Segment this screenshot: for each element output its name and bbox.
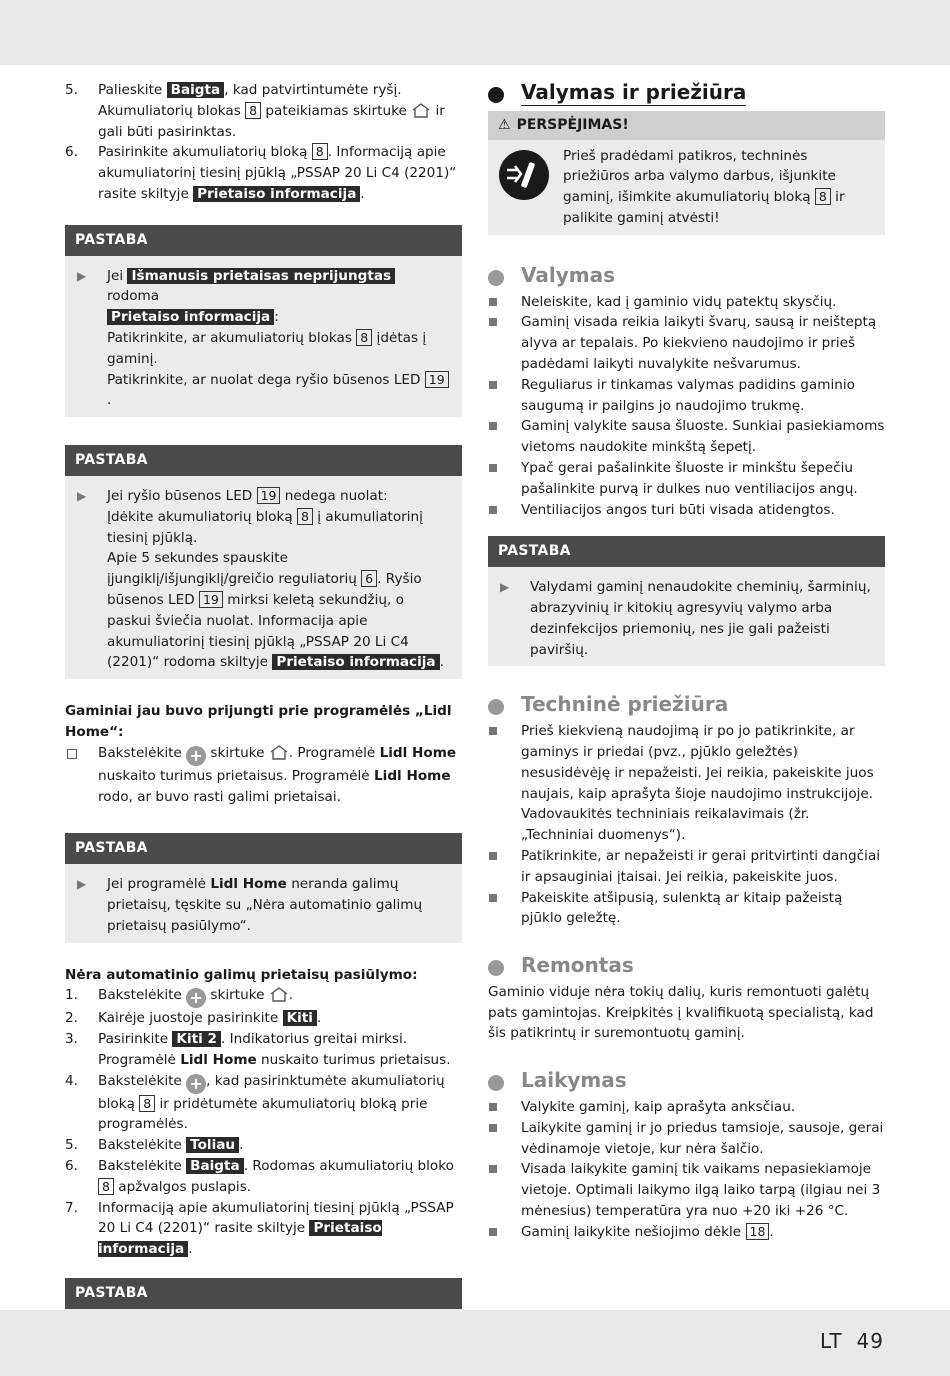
- ui-label-tag: Prietaiso informacija: [272, 654, 439, 670]
- page-number-value: 49: [856, 1329, 884, 1353]
- square-bullet-icon: [489, 1124, 497, 1132]
- square-bullet-icon: [489, 894, 497, 902]
- part-number-box: 8: [356, 329, 372, 346]
- part-number-box: 19: [199, 591, 223, 608]
- square-bullet-icon: [489, 1228, 497, 1236]
- ui-label-tag: Kiti: [283, 1010, 317, 1026]
- note-title: PASTABA: [488, 536, 885, 567]
- list-item: Visada laikykite gaminį tik vaikams nepasiekiamoje vietoje. Optimali laikymo ilgą laiko tarpą (ilgiau nei 3 mėnesius) temperatūra yra nuo +20 iki +26 °C.: [488, 1159, 885, 1221]
- ui-label-tag: Kiti 2: [172, 1031, 221, 1047]
- page-number: [806, 1331, 884, 1352]
- plus-icon: +: [186, 1074, 206, 1094]
- square-bullet-icon: [489, 422, 497, 430]
- disconnect-power-icon: [497, 148, 551, 202]
- step-item: 5. Palieskite Baigta , kad patvirtintumėte ryšį. Akumuliatorių blokas 8 pateikiamas skirtuke ir gali būti pasirinktas.: [65, 82, 445, 140]
- section-heading: Valymas ir priežiūra: [488, 82, 885, 103]
- list-item: Gaminį laikykite nešiojimo dėkle 18 .: [488, 1222, 885, 1243]
- plus-icon: +: [186, 988, 206, 1008]
- list-item: Bakstelėkite + skirtuke . Programėlė Lidl Home nuskaito turimus prietaisus. Programėlė Lidl Home rodo, ar buvo rasti galimi prietaisai.: [65, 743, 462, 808]
- subheading: Gaminiai jau buvo prijungti prie programėlės „Lidl Home“:: [65, 703, 452, 740]
- header-band: [0, 0, 950, 65]
- step-item: 7. Informaciją apie akumuliatorinį tiesinį pjūklą „PSSAP 20 Li C4 (2201)“ rasite skiltyje Prietaiso informacija .: [65, 1199, 454, 1258]
- step-item: 4. Bakstelėkite + , kad pasirinktumėte akumuliatorių bloką 8 ir pridėtumėte akumuliatorių bloką prie programėlės.: [65, 1072, 445, 1133]
- part-number-box: 8: [297, 508, 313, 525]
- section-heading: Remontas: [488, 955, 885, 976]
- list-item: Prieš kiekvieną naudojimą ir po jo patikrinkite, ar gaminys ir priedai (pvz., pjūklo geležtės) nesusidėvėję ir nepažeisti. Jei reikia, pakeiskite juos naujais, kaip aprašyta šioje naudojimo instrukcijoje. Vadovaukitės techniniais reikalavimais (žr. „Techniniai duomenys“).: [488, 721, 885, 846]
- note-box: PASTABA ▶ Jei ryšio būsenos LED 19 nedega nuolat: Įdėkite akumuliatorių bloką 8 į akumuliatorinį tiesinį pjūklą. Apie 5 sekundes spauskite įjungiklį/išjungiklį/greičio reguliatorių 6 . Ryšio būsenos LED 19 mirksi keletą sekundžių, o paskui šviečia nuolat. Informacija apie akumuliatorinį tiesinį pjūklą „PSSAP 20 Li C4 (2201)“ rodoma skiltyje Prietaiso informacija .: [65, 445, 462, 679]
- part-number-box: 8: [815, 188, 831, 205]
- warning-triangle-icon: ⚠: [498, 116, 511, 133]
- right-column: [488, 80, 885, 1243]
- square-bullet-icon: [489, 1165, 497, 1173]
- section-heading: Techninė priežiūra: [488, 694, 885, 715]
- part-number-box: 8: [139, 1095, 155, 1112]
- note-box: PASTABA ▶ Jei Išmanusis prietaisas neprijungtas rodoma Prietaiso informacija : Patikrinkite, ar akumuliatorių blokas 8 įdėtas į gaminį. Patikrinkite, ar nuolat dega ryšio būsenos LED 19.: [65, 225, 462, 417]
- note-title: PASTABA: [65, 1278, 462, 1309]
- subheading: Nėra automatinio galimų prietaisų pasiūlymo:: [65, 966, 418, 983]
- square-bullet-icon: [489, 506, 497, 514]
- arrow-icon: ▶: [77, 877, 87, 892]
- square-bullet-icon: [489, 381, 497, 389]
- paragraph: Gaminio viduje nėra tokių dalių, kuris remontuoti galėtų pats gamintojas. Kreipkitės į kvalifikuotą specialistą, kad šis patikrintų ir suremontuotų gaminį.: [488, 983, 874, 1042]
- bullet-dot-icon: [488, 270, 504, 286]
- square-bullet-icon: [489, 727, 497, 735]
- list-item: Laikykite gaminį ir jo priedus tamsioje, sausoje, gerai vėdinamoje vietoje, kur nėra šalčio.: [488, 1118, 885, 1160]
- step-item: 1. Bakstelėkite + skirtuke .: [65, 987, 294, 1008]
- square-bullet-icon: [489, 318, 497, 326]
- ui-label-tag: Išmanusis prietaisas neprijungtas: [127, 268, 395, 284]
- step-item: 2. Kairėje juostoje pasirinkite Kiti .: [65, 1010, 322, 1027]
- note-box: PASTABA ▶ Valydami gaminį nenaudokite cheminių, šarminių, abrazyvinių ir kitokių agresyvių valymo arba dezinfekcijos priemonių, nes jie gali pažeisti paviršių.: [488, 536, 885, 666]
- square-bullet-icon: [489, 852, 497, 860]
- square-bullet-icon: [489, 1103, 497, 1111]
- list-item: Gaminį valykite sausa šluoste. Sunkiai pasiekiamoms vietoms naudokite minkštą šepetį.: [488, 416, 885, 458]
- part-number-box: 19: [257, 487, 281, 504]
- list-item: Gaminį visada reikia laikyti švarų, sausą ir neišteptą alyva ar tepalais. Po kiekvieno naudojimo ir prieš padėdami laikyti nuvalykite nešvarumus.: [488, 312, 885, 374]
- arrow-icon: ▶: [77, 488, 87, 503]
- ui-label-tag: Baigta: [186, 1158, 244, 1174]
- section-heading: Laikymas: [488, 1070, 885, 1091]
- bullet-dot-icon: [488, 1075, 504, 1091]
- ui-label-tag: Prietaiso informacija: [193, 186, 360, 202]
- note-title: PASTABA: [65, 225, 462, 256]
- note-box: PASTABA ▶ Jei programėlė Lidl Home neranda galimų prietaisų, tęskite su „Nėra automatinio galimų prietaisų pasiūlymo“.: [65, 833, 462, 942]
- part-number-box: 8: [312, 143, 328, 160]
- step-item: 6. Pasirinkite akumuliatorių bloką 8 . Informaciją apie akumuliatorinį tiesinį pjūklą „PSSAP 20 Li C4 (2201)“ rasite skiltyje Prietaiso informacija .: [65, 144, 457, 202]
- part-number-box: 6: [361, 570, 377, 587]
- list-item: Neleiskite, kad į gaminio vidų patektų skysčių.: [488, 292, 885, 313]
- list-item: Ventiliacijos angos turi būti visada atidengtos.: [488, 500, 885, 521]
- language-code: LT: [819, 1329, 843, 1353]
- list-item: Reguliarus ir tinkamas valymas padidins gaminio saugumą ir pailgins jo naudojimo trukmę.: [488, 375, 885, 417]
- square-bullet-icon: [489, 298, 497, 306]
- note-title: PASTABA: [65, 445, 462, 476]
- part-number-box: 18: [746, 1223, 770, 1240]
- note-title: PASTABA: [65, 833, 462, 864]
- home-tab-icon: [411, 102, 431, 118]
- step-item: 6. Bakstelėkite Baigta . Rodomas akumuliatorių bloko 8 apžvalgos puslapis.: [65, 1158, 454, 1195]
- left-column: [65, 80, 462, 1366]
- ui-label-tag: Toliau: [186, 1137, 239, 1153]
- ui-label-tag: Prietaiso informacija: [98, 1220, 382, 1258]
- bullet-dot-icon: [488, 699, 504, 715]
- part-number-box: 19: [425, 371, 449, 388]
- list-item: Ypač gerai pašalinkite šluoste ir minkštu šepečiu pašalinkite purvą ir dulkes nuo ventiliacijos angų.: [488, 458, 885, 500]
- warning-header: ⚠ PERSPĖJIMAS!: [488, 111, 885, 140]
- arrow-icon: ▶: [500, 580, 510, 595]
- part-number-box: 8: [245, 102, 261, 119]
- ui-label-tag: Prietaiso informacija: [107, 309, 274, 325]
- list-item: Valykite gaminį, kaip aprašyta anksčiau.: [488, 1097, 885, 1118]
- arrow-icon: ▶: [77, 268, 87, 283]
- step-item: 5. Bakstelėkite Toliau .: [65, 1137, 244, 1154]
- step-item: 3. Pasirinkite Kiti 2 . Indikatorius greitai mirksi. Programėlė Lidl Home nuskaito turimus prietaisus.: [65, 1031, 451, 1068]
- warning-box: Prieš pradėdami patikros, techninės priežiūros arba valymo darbus, išjunkite gaminį, išimkite akumuliatorių bloką 8 ir palikite gaminį atvėsti!: [488, 140, 885, 235]
- home-tab-icon: [269, 744, 289, 760]
- home-tab-icon: [269, 986, 289, 1002]
- bullet-dot-icon: [488, 87, 504, 103]
- checkbox-marker-icon: [67, 749, 77, 759]
- list-item: Pakeiskite atšipusią, sulenktą ar kitaip pažeistą pjūklo geležtę.: [488, 888, 885, 930]
- plus-icon: +: [186, 746, 206, 766]
- list-item: Patikrinkite, ar nepažeisti ir gerai pritvirtinti dangčiai ir apsauginiai įtaisai. Jei reikia, pakeiskite juos.: [488, 846, 885, 888]
- section-heading: Valymas: [488, 265, 885, 286]
- square-bullet-icon: [489, 464, 497, 472]
- bullet-dot-icon: [488, 960, 504, 976]
- part-number-box: 8: [98, 1178, 114, 1195]
- ui-label-tag: Baigta: [167, 82, 225, 98]
